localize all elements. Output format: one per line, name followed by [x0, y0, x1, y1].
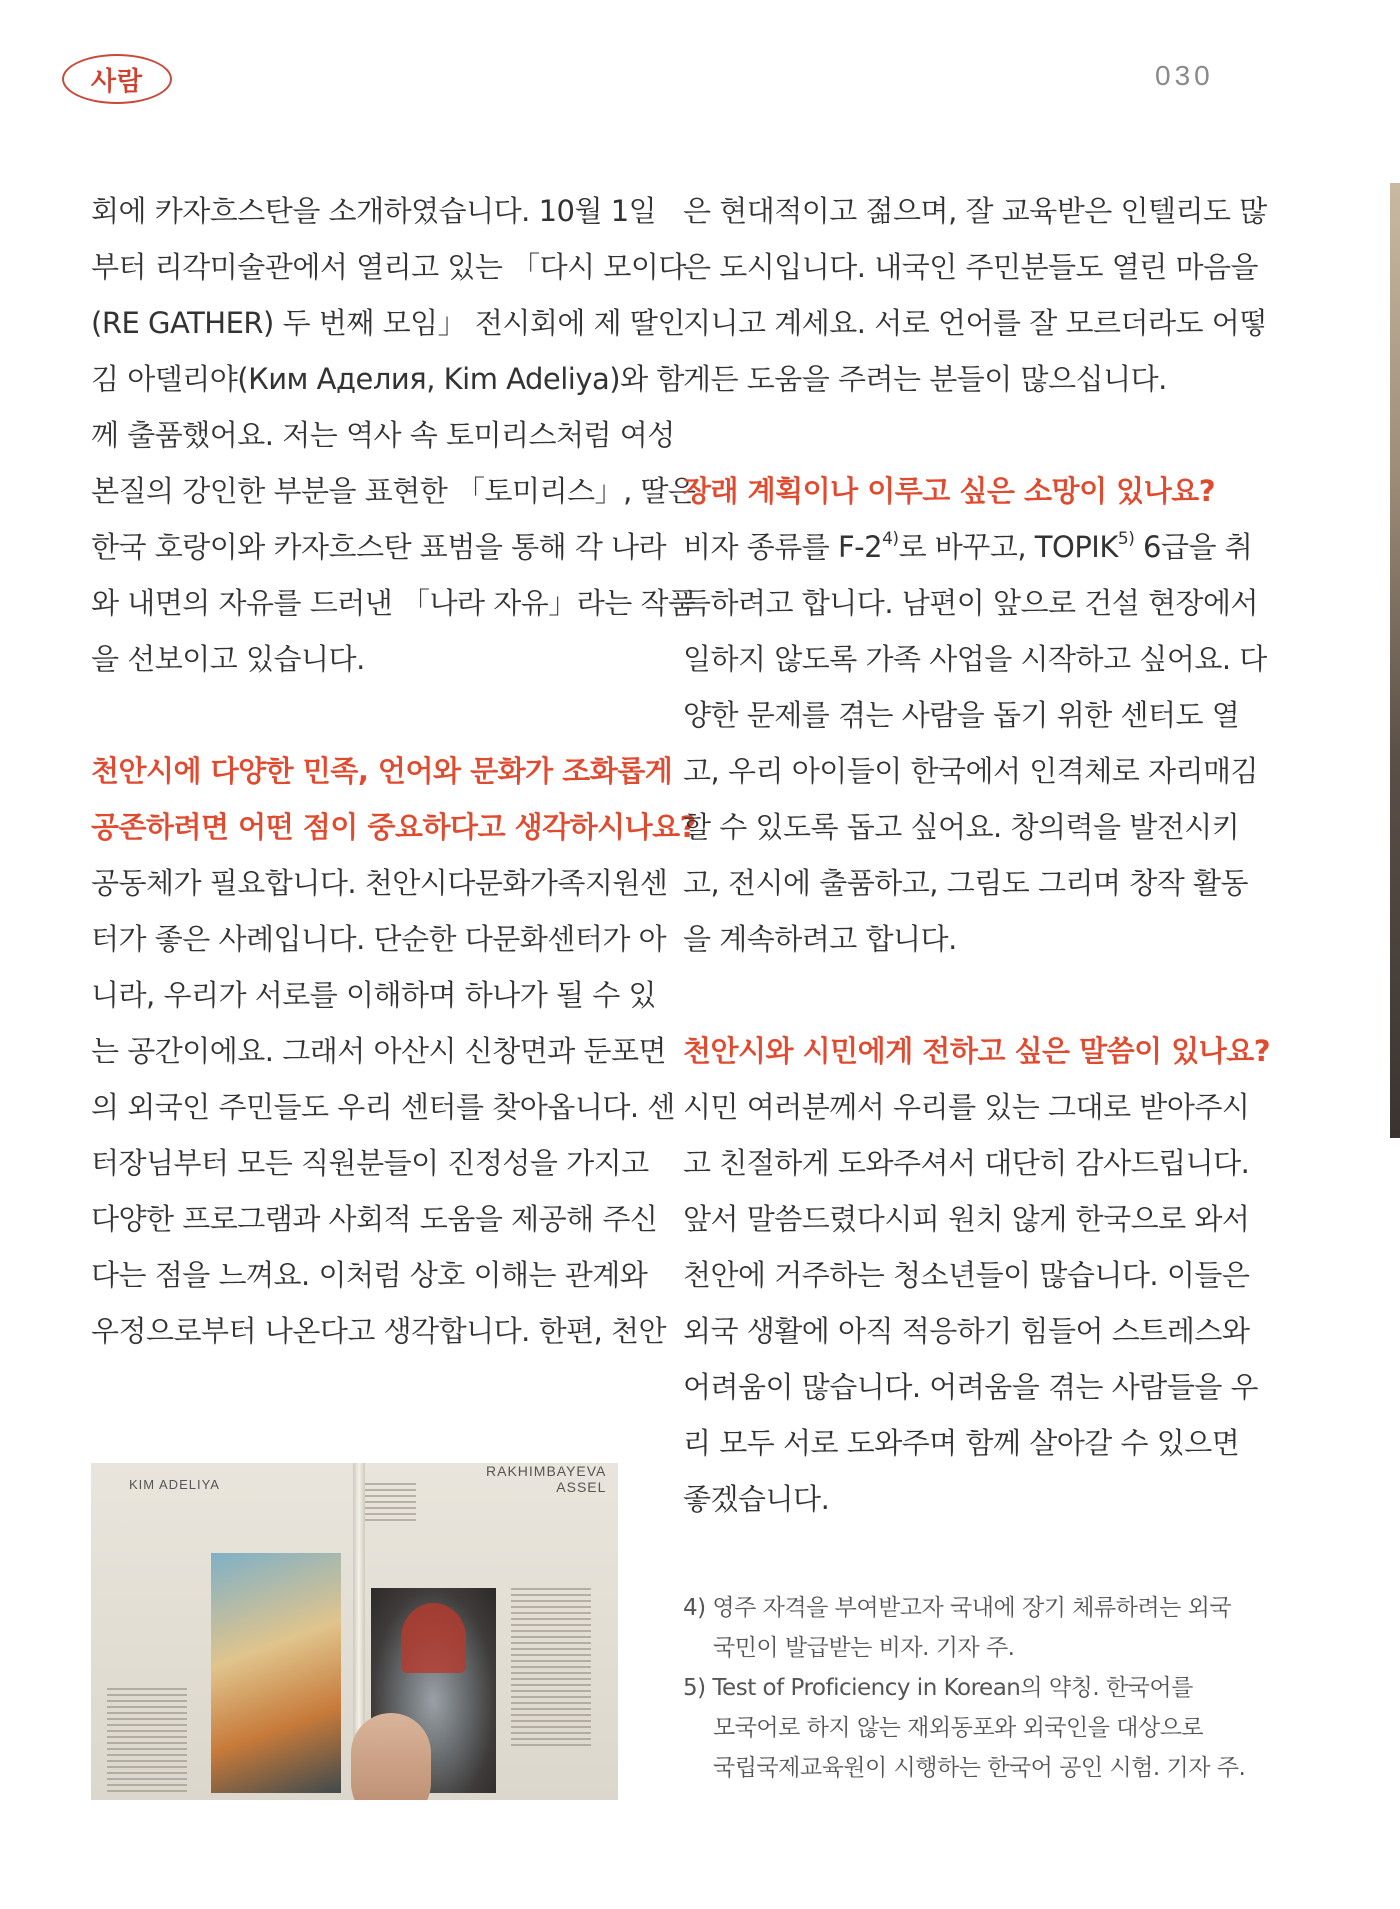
hand-image	[351, 1713, 431, 1800]
question-line: 천안시와 시민에게 전하고 싶은 말씀이 있나요?	[683, 1034, 1271, 1068]
text-line: 좋겠습니다.	[683, 1482, 830, 1516]
text-segment: 6급을 취	[1134, 530, 1253, 564]
text-line: 니라, 우리가 서로를 이해하며 하나가 될 수 있	[91, 978, 656, 1012]
footnote-ref-4: 4)	[882, 529, 899, 550]
catalog-fine-text	[107, 1688, 187, 1793]
catalog-artist-name-line: RAKHIMBAYEVA	[486, 1463, 607, 1479]
text-line: 우정으로부터 나온다고 생각합니다. 한편, 천안	[91, 1314, 667, 1348]
paragraph	[91, 183, 696, 687]
left-column	[91, 183, 696, 1359]
exhibition-catalog-photo	[91, 1463, 618, 1800]
footnote-4	[683, 1588, 1232, 1668]
text-line: 앞서 말씀드렸다시피 원치 않게 한국으로 와서	[683, 1202, 1250, 1236]
text-line: 께 출품했어요. 저는 역사 속 토미리스처럼 여성	[91, 418, 675, 452]
interview-question	[683, 463, 1216, 519]
text-line: 한국 호랑이와 카자흐스탄 표범을 통해 각 나라	[91, 530, 667, 564]
text-line: 고 친절하게 도와주셔서 대단히 감사드립니다.	[683, 1146, 1250, 1180]
footnote-line: 5) Test of Proficiency in Korean의 약칭. 한국어를	[683, 1675, 1193, 1701]
text-line: 리 모두 서로 도와주며 함께 살아갈 수 있으면	[683, 1426, 1240, 1460]
catalog-artist-name-line: ASSEL	[556, 1479, 607, 1495]
text-line: 을 계속하려고 합니다.	[683, 922, 957, 956]
text-line: 고, 전시에 출품하고, 그림도 그리며 창작 활동	[683, 866, 1248, 900]
text-line	[683, 519, 1253, 575]
adjacent-page-photo-edge	[1390, 183, 1400, 1138]
text-line: 부터 리각미술관에서 열리고 있는 「다시 모이다	[91, 250, 686, 284]
footnote-line: 국립국제교육원이 시행하는 한국어 공인 시험. 기자 주.	[713, 1755, 1246, 1781]
text-line: 지니고 계세요. 서로 언어를 잘 모르더라도 어떻	[683, 306, 1267, 340]
footnote-5	[683, 1668, 1246, 1788]
text-line: 시민 여러분께서 우리를 있는 그대로 받아주시	[683, 1090, 1250, 1124]
footnote-line: 4) 영주 자격을 부여받고자 국내에 장기 체류하려는 외국	[683, 1595, 1232, 1621]
interview-question	[683, 1023, 1271, 1079]
right-column	[683, 183, 1271, 1527]
text-segment: 비자 종류를 F-2	[683, 530, 883, 564]
text-line: 천안에 거주하는 청소년들이 많습니다. 이들은	[683, 1258, 1250, 1292]
question-line: 공존하려면 어떤 점이 중요하다고 생각하시나요?	[91, 810, 696, 844]
catalog-artist-name: KIM ADELIYA	[129, 1477, 220, 1492]
text-line: 공동체가 필요합니다. 천안시다문화가족지원센	[91, 866, 668, 900]
text-line: 양한 문제를 겪는 사람을 돕기 위한 센터도 열	[683, 698, 1240, 732]
text-line: 본질의 강인한 부분을 표현한 「토미리스」, 딸은	[91, 474, 696, 508]
section-badge: 사람	[62, 54, 172, 104]
text-line: 할 수 있도록 돕고 싶어요. 창의력을 발전시키	[683, 810, 1240, 844]
paragraph	[683, 519, 1267, 967]
paragraph	[683, 183, 1267, 407]
footnotes	[683, 1588, 1246, 1788]
text-line: 고, 우리 아이들이 한국에서 인격체로 자리매김	[683, 754, 1259, 788]
text-line: 는 공간이에요. 그래서 아산시 신창면과 둔포면	[91, 1034, 667, 1068]
catalog-fine-text	[356, 1483, 416, 1523]
text-line: 득하려고 합니다. 남편이 앞으로 건설 현장에서	[683, 586, 1259, 620]
paragraph	[91, 855, 675, 1359]
text-line: 어려움이 많습니다. 어려움을 겪는 사람들을 우	[683, 1370, 1259, 1404]
footnote-line: 모국어로 하지 않는 재외동포와 외국인을 대상으로	[713, 1715, 1204, 1741]
catalog-fine-text	[511, 1588, 591, 1748]
text-line: 다양한 프로그램과 사회적 도움을 제공해 주신	[91, 1202, 658, 1236]
text-line: 은 도시입니다. 내국인 주민분들도 열린 마음을	[683, 250, 1259, 284]
text-line: (RE GATHER) 두 번째 모임」 전시회에 제 딸인	[91, 306, 685, 340]
text-line: 은 현대적이고 젊으며, 잘 교육받은 인텔리도 많	[683, 194, 1267, 228]
page-number: 030	[1155, 60, 1214, 91]
catalog-artist-name	[486, 1463, 606, 1495]
text-line: 김 아델리야(Ким Аделия, Kim Adeliya)와 함	[91, 362, 684, 396]
text-segment: 로 바꾸고, TOPIK	[898, 530, 1118, 564]
text-line: 와 내면의 자유를 드러낸 「나라 자유」라는 작품	[91, 586, 696, 620]
footnote-line: 국민이 발급받는 비자. 기자 주.	[713, 1635, 1015, 1661]
text-line: 외국 생활에 아직 적응하기 힘들어 스트레스와	[683, 1314, 1250, 1348]
text-line: 의 외국인 주민들도 우리 센터를 찾아옵니다. 센	[91, 1090, 675, 1124]
interview-question	[91, 743, 696, 855]
text-line: 회에 카자흐스탄을 소개하였습니다. 10월 1일	[91, 194, 657, 228]
footnote-ref-5: 5)	[1117, 529, 1135, 550]
text-line: 다는 점을 느껴요. 이처럼 상호 이해는 관계와	[91, 1258, 648, 1292]
text-line: 게든 도움을 주려는 분들이 많으십니다.	[683, 362, 1167, 396]
paragraph	[683, 1079, 1259, 1527]
headdress-image	[401, 1603, 466, 1673]
question-line: 장래 계획이나 이루고 싶은 소망이 있나요?	[683, 474, 1216, 508]
tiger-painting-image	[211, 1553, 341, 1793]
text-line: 터가 좋은 사례입니다. 단순한 다문화센터가 아	[91, 922, 667, 956]
text-line: 을 선보이고 있습니다.	[91, 642, 365, 676]
text-line: 일하지 않도록 가족 사업을 시작하고 싶어요. 다	[683, 642, 1267, 676]
question-line: 천안시에 다양한 민족, 언어와 문화가 조화롭게	[91, 754, 673, 788]
text-line: 터장님부터 모든 직원분들이 진정성을 가지고	[91, 1146, 649, 1180]
